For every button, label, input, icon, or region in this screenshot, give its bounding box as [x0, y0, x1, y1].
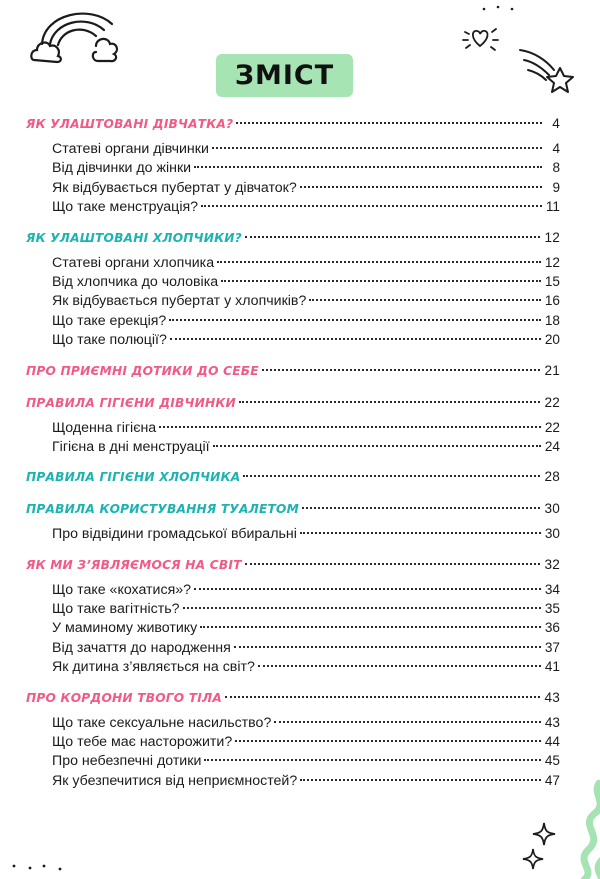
section-title: ЯК МИ З’ЯВЛЯЄМОСЯ НА СВІТ — [26, 556, 245, 575]
leader-dots — [302, 507, 541, 509]
section-title: ПРО КОРДОНИ ТВОГО ТІЛА — [26, 689, 225, 708]
toc-entry[interactable] — [26, 437, 560, 456]
toc-entry[interactable] — [26, 158, 560, 177]
toc-section — [26, 499, 560, 543]
entry-title: Що таке полюції? — [52, 331, 170, 350]
leader-dots — [221, 280, 541, 282]
leader-dots — [234, 646, 541, 648]
leader-dots — [245, 563, 541, 565]
leader-dots — [194, 588, 541, 590]
entry-title: Що таке сексуальне насильство? — [52, 714, 274, 733]
leader-dots — [213, 445, 541, 447]
entry-title: Що таке вагітність? — [52, 600, 183, 619]
entry-title: Про небезпечні дотики — [52, 752, 204, 771]
rainbow-cloud-icon — [28, 2, 124, 66]
page-number: 16 — [544, 293, 560, 309]
entry-title: Що таке менструація? — [52, 198, 201, 217]
toc-entry[interactable] — [26, 638, 560, 657]
toc-section — [26, 467, 560, 488]
toc-entry[interactable] — [26, 178, 560, 197]
title-box — [216, 54, 353, 97]
entry-title: Що таке ерекція? — [52, 312, 169, 331]
toc-section-heading[interactable] — [26, 467, 560, 488]
leader-dots — [239, 401, 541, 403]
toc-entry[interactable] — [26, 657, 560, 676]
page-number: 8 — [552, 160, 560, 176]
leader-dots — [225, 696, 540, 698]
shooting-star-icon — [516, 44, 580, 100]
section-title: ПРАВИЛА ГІГІЄНИ ХЛОПЧИКА — [26, 468, 243, 487]
entry-title: Від хлопчика до чоловіка — [52, 273, 221, 292]
page-number: 12 — [544, 254, 560, 270]
leader-dots — [245, 236, 541, 238]
toc-entry[interactable] — [26, 197, 560, 216]
leader-dots — [194, 166, 542, 168]
toc-section — [26, 393, 560, 457]
entry-title: Щоденна гігієна — [52, 419, 159, 438]
toc-section-heading[interactable] — [26, 228, 560, 249]
leader-dots — [200, 626, 541, 628]
entry-title: У маминому животику — [52, 619, 200, 638]
page-number: 21 — [544, 362, 560, 378]
section-title: ПРАВИЛА КОРИСТУВАННЯ ТУАЛЕТОМ — [26, 500, 302, 519]
toc-section-heading[interactable] — [26, 688, 560, 709]
leader-dots — [300, 532, 541, 534]
page-number: 41 — [544, 659, 560, 675]
toc-entry[interactable] — [26, 524, 560, 543]
toc-entry[interactable] — [26, 418, 560, 437]
page-number: 43 — [544, 714, 560, 730]
toc-section — [26, 114, 560, 217]
section-title: ПРАВИЛА ГІГІЄНИ ДІВЧИНКИ — [26, 394, 239, 413]
entry-title: Статеві органи хлопчика — [52, 254, 217, 273]
section-title: ПРО ПРИЄМНІ ДОТИКИ ДО СЕБЕ — [26, 362, 262, 381]
toc-entry[interactable] — [26, 330, 560, 349]
section-title: ЯК УЛАШТОВАНІ ХЛОПЧИКИ? — [26, 229, 245, 248]
page-number: 28 — [544, 469, 560, 485]
entry-title: Як дитина з’являється на світ? — [52, 658, 258, 677]
leader-dots — [274, 721, 541, 723]
leader-dots — [243, 475, 540, 477]
page-number: 35 — [544, 601, 560, 617]
page-number: 34 — [544, 581, 560, 597]
sparkle-icon — [532, 822, 556, 846]
leader-dots — [170, 338, 541, 340]
page-number: 44 — [544, 734, 560, 750]
toc-entry[interactable] — [26, 139, 560, 158]
leader-dots — [300, 779, 541, 781]
section-title: ЯК УЛАШТОВАНІ ДІВЧАТКА? — [26, 115, 236, 134]
page-number: 4 — [552, 141, 560, 156]
page-number: 9 — [552, 179, 560, 195]
page-number: 22 — [544, 394, 560, 410]
toc-entry[interactable] — [26, 599, 560, 618]
page-number: 24 — [544, 438, 560, 454]
toc-entry[interactable] — [26, 618, 560, 637]
entry-title: Як убезпечитися від неприємностей? — [52, 772, 300, 791]
toc-entry[interactable] — [26, 771, 560, 790]
page-number: 45 — [544, 753, 560, 769]
leader-dots — [201, 205, 542, 207]
entry-title: Що таке «кохатися»? — [52, 581, 194, 600]
leader-dots — [235, 740, 541, 742]
dots-decoration — [8, 858, 68, 874]
toc-section-heading[interactable] — [26, 361, 560, 382]
entry-title: Від зачаття до народження — [52, 639, 234, 658]
sparkle-icon-small — [522, 848, 544, 870]
page-number: 11 — [545, 199, 560, 215]
page-number: 4 — [552, 116, 560, 131]
toc-entry[interactable] — [26, 311, 560, 330]
toc-section — [26, 361, 560, 382]
toc-section — [26, 555, 560, 677]
heart-sparkle-icon — [460, 22, 500, 56]
dots-decoration-top — [478, 2, 518, 16]
leader-dots — [300, 186, 542, 188]
toc-entry[interactable] — [26, 291, 560, 310]
page-number: 12 — [544, 229, 560, 245]
leader-dots — [169, 319, 541, 321]
toc-entry[interactable] — [26, 713, 560, 732]
leader-dots — [262, 369, 541, 371]
page-number: 22 — [544, 419, 560, 435]
page-number: 30 — [544, 526, 560, 542]
leader-dots — [236, 122, 542, 124]
entry-title: Про відвідини громадської вбиральні — [52, 525, 300, 544]
entry-title: Як відбувається пубертат у дівчаток? — [52, 179, 300, 198]
toc-entry[interactable] — [26, 272, 560, 291]
entry-title: Гігієна в дні менструації — [52, 438, 213, 457]
toc-entry[interactable] — [26, 253, 560, 272]
page-number: 37 — [544, 639, 560, 655]
toc-section — [26, 688, 560, 791]
leader-dots — [212, 147, 542, 149]
leader-dots — [183, 607, 541, 609]
leader-dots — [217, 261, 541, 263]
entry-title: Як відбувається пубертат у хлопчиків? — [52, 292, 309, 311]
toc-section-heading[interactable] — [26, 555, 560, 576]
leader-dots — [204, 759, 541, 761]
page-number: 43 — [544, 689, 560, 705]
page-number: 20 — [544, 332, 560, 348]
toc-entry[interactable] — [26, 751, 560, 770]
page-number: 36 — [544, 620, 560, 636]
page-title: ЗМІСТ — [234, 60, 335, 91]
entry-title: Статеві органи дівчинки — [52, 140, 212, 159]
toc-section-heading[interactable] — [26, 499, 560, 520]
table-of-contents — [26, 114, 560, 801]
toc-section-heading[interactable] — [26, 393, 560, 414]
entry-title: Що тебе має насторожити? — [52, 733, 235, 752]
leader-dots — [159, 426, 541, 428]
page-number: 15 — [544, 273, 560, 289]
toc-section — [26, 228, 560, 350]
toc-section-heading[interactable] — [26, 114, 560, 135]
page-number: 32 — [544, 556, 560, 572]
leader-dots — [309, 299, 541, 301]
entry-title: Від дівчинки до жінки — [52, 159, 194, 178]
toc-entry[interactable] — [26, 732, 560, 751]
page-number: 18 — [544, 312, 560, 328]
leader-dots — [258, 665, 541, 667]
page-number: 30 — [544, 501, 560, 517]
toc-entry[interactable] — [26, 580, 560, 599]
page-number: 47 — [544, 772, 560, 788]
